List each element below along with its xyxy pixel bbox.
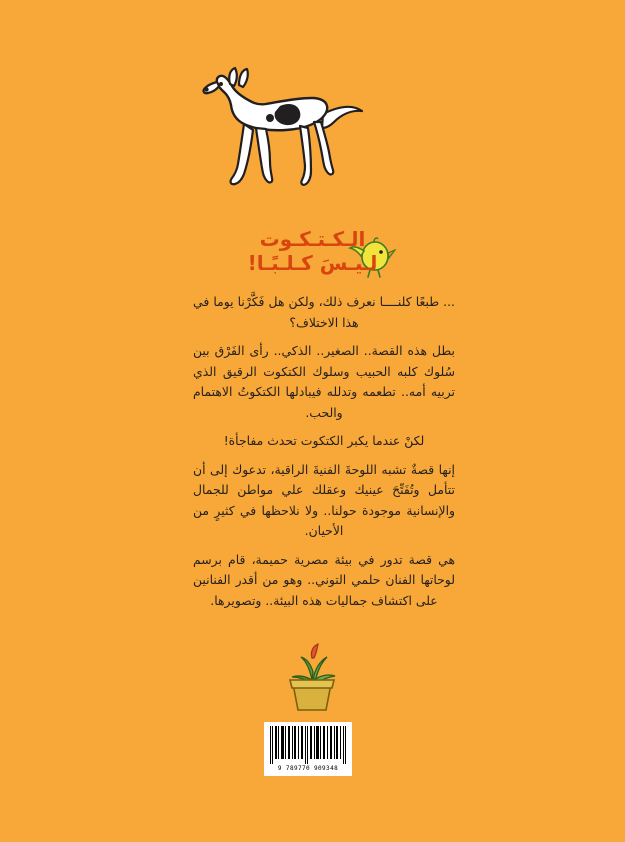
dog-illustration [192,62,382,202]
barcode-number: 9 789770 909348 [277,765,339,772]
book-title [0,228,625,275]
blurb-paragraph: ... طبعًا كلنــــا نعرف ذلك، ولكن هل فَكَّرْنا يوما في هذا الاختلاف؟ [193,294,455,330]
barcode [264,722,352,776]
title-line-1: الـكـتـكـوت [259,227,366,251]
title-line-2: لـيـسَ كـلـبًـا! [247,251,378,275]
back-cover-blurb [193,292,455,611]
barcode-bars [269,726,347,764]
blurb-paragraph: هي قصة تدور في بيئة مصرية حميمة، قام برسم لوحاتها الفنان حلمي التوني.. وهو من أقدر الفنانين على اكتشاف جماليات هذه البيئة.. وتصويرها. [193,551,455,608]
potted-plant-illustration [277,640,347,715]
blurb-paragraph: لكنْ عندما يكبر الكتكوت تحدث مفاجأة! [223,433,425,448]
blurb-paragraph: إنها قصةٌ تشبه اللوحةَ الفنيةَ الراقية، تدعوك إلى أن تتأمل وتُفَتِّحَ عينيك وعقلك علي مواطن للجمال والإنسانية موجودة حولنا.. ولا نلاحظها في كثيرٍ من الأحيان. [193,461,455,538]
blurb-paragraph: بطل هذه القصة.. الصغير.. الذكي.. رأى الفَرْق بين سُلوك كلبه الحبيب وسلوك الكتكوت الرقيق الذي تربيه أمه.. تطعمه وتدلله فيبادلها الكتكوتُ الاهتمام والحب. [193,343,455,420]
